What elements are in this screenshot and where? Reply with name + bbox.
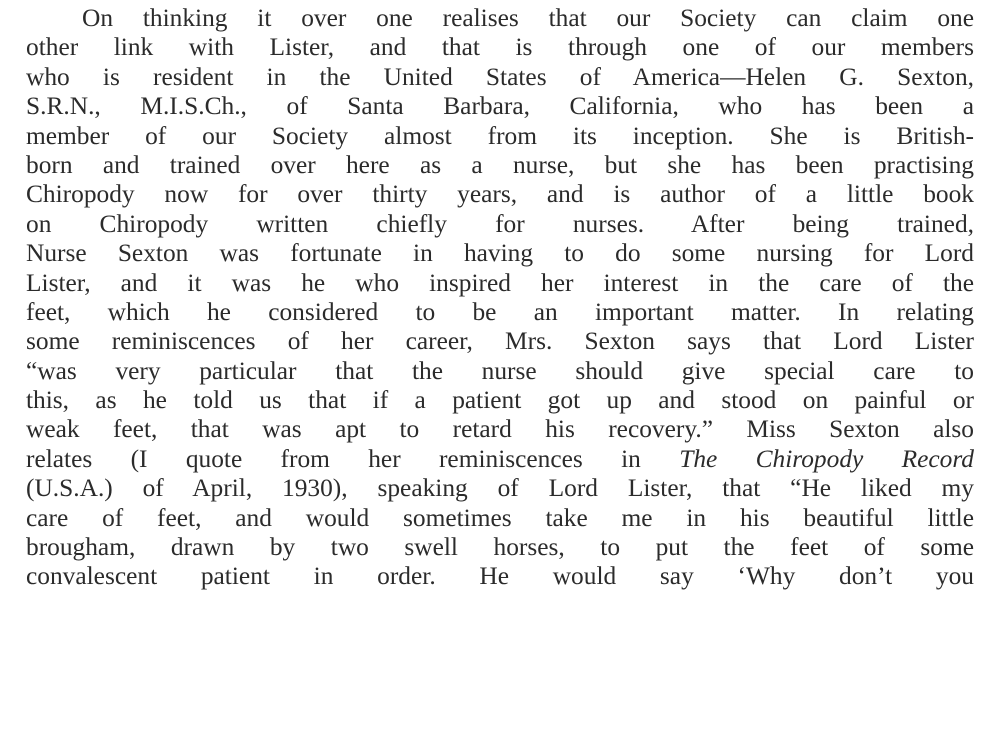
paragraph-line: some reminiscences of her career, Mrs. Sexton says that Lord Lister: [26, 327, 974, 356]
paragraph-line: feet, which he considered to be an important matter. In relating: [26, 297, 974, 326]
paragraph-line: Nurse Sexton was fortunate in having to do some nursing for Lord: [26, 239, 974, 268]
paragraph-line: care of feet, and would sometimes take me in his beautiful little: [26, 503, 974, 532]
line-text: relates (I quote from her reminiscences in: [26, 444, 680, 473]
paragraph-line: On thinking it over one realises that our Society can claim one: [82, 4, 974, 32]
paragraph-line: born and trained over here as a nurse, but she has been practising: [26, 150, 974, 179]
paragraph-line: “was very particular that the nurse should give special care to: [26, 356, 974, 385]
paragraph-line: this, as he told us that if a patient got up and stood on painful or: [26, 386, 974, 415]
paragraph-line: Lister, and it was he who inspired her interest in the care of the: [26, 268, 974, 297]
paragraph-line: [26, 445, 974, 474]
paragraph-line: other link with Lister, and that is through one of our members: [26, 33, 974, 62]
paragraph-line: on Chiropody written chiefly for nurses. After being trained,: [26, 209, 974, 238]
document-page: [26, 4, 974, 592]
paragraph-line: convalescent patient in order. He would say ‘Why don’t you: [26, 562, 974, 591]
paragraph-line: S.R.N., M.I.S.Ch., of Santa Barbara, California, who has been a: [26, 92, 974, 121]
paragraph-line: Chiropody now for over thirty years, and is author of a little book: [26, 180, 974, 209]
paragraph-line: brougham, drawn by two swell horses, to put the feet of some: [26, 533, 974, 562]
paragraph-line: (U.S.A.) of April, 1930), speaking of Lord Lister, that “He liked my: [26, 474, 974, 503]
paragraph-line: who is resident in the United States of America—Helen G. Sexton,: [26, 62, 974, 91]
journal-title: The Chiropody Record: [679, 444, 974, 473]
paragraph-line: weak feet, that was apt to retard his recovery.” Miss Sexton also: [26, 415, 974, 444]
paragraph-line: member of our Society almost from its inception. She is British-: [26, 121, 974, 150]
